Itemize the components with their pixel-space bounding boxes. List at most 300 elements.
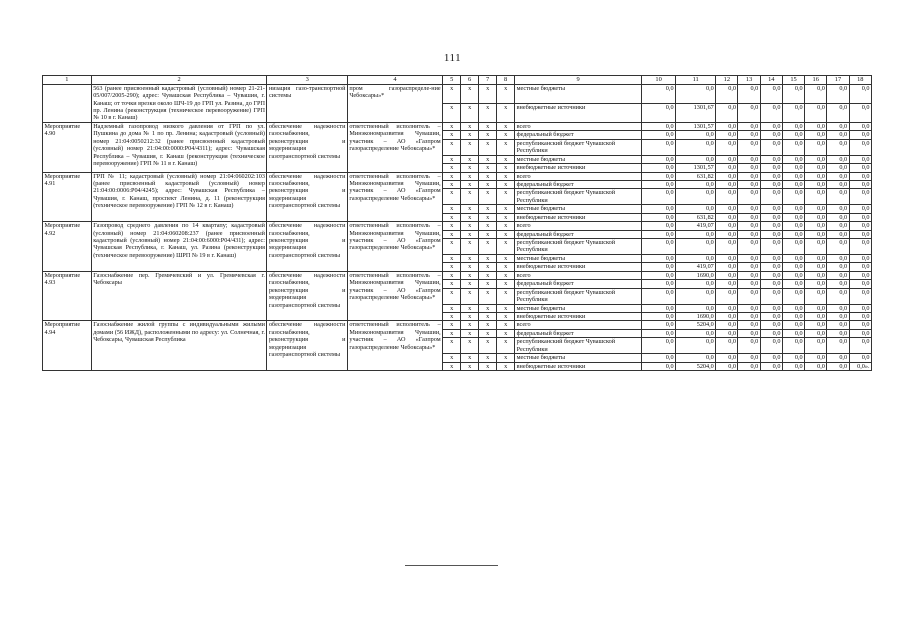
amount-cell: 0,0 [805,205,827,213]
amount-cell: 0,0 [760,304,782,312]
amount-cell: 0,0 [827,280,849,288]
funding-source: всего [515,222,642,230]
amount-cell: 0,0 [642,172,676,180]
amount-cell: 0,0 [805,288,827,304]
amount-cell: 0,0 [716,280,738,288]
amount-cell: 419,07 [676,263,716,271]
amount-cell: 0,0 [782,180,804,188]
amount-cell: 0,0 [716,288,738,304]
amount-cell: 0,0 [827,271,849,279]
measure-goal: низация газо-транспортной системы [267,84,347,122]
x-mark: x [479,164,497,172]
amount-cell: 0,0 [760,288,782,304]
amount-cell: 0,0 [827,321,849,329]
amount-cell: 0,0 [782,321,804,329]
amount-cell: 0,0 [676,304,716,312]
amount-cell: 0,0 [716,230,738,238]
amount-cell: 0,0 [642,329,676,337]
amount-cell: 0,0 [827,288,849,304]
amount-cell: 1301,67 [676,103,716,122]
x-mark: x [443,131,461,139]
amount-cell: 0,0 [642,271,676,279]
x-mark: x [443,271,461,279]
amount-cell: 0,0 [760,254,782,262]
amount-cell: 0,0 [642,362,676,370]
amount-cell: 0,0 [760,172,782,180]
amount-cell: 0,0 [782,271,804,279]
x-mark: x [497,254,515,262]
amount-cell: 0,0 [738,263,760,271]
amount-cell: 0,0 [849,254,871,262]
amount-cell: 0,0 [716,362,738,370]
x-mark: x [443,213,461,221]
x-mark: x [443,222,461,230]
amount-cell: 0,0 [738,213,760,221]
amount-cell: 0,0 [716,312,738,320]
amount-cell: 0,0 [676,230,716,238]
amount-cell: 0,0 [805,263,827,271]
amount-cell: 0,0 [716,103,738,122]
x-mark: x [497,304,515,312]
amount-cell: 0,0 [827,338,849,354]
amount-cell: 0,0 [805,164,827,172]
x-mark: x [461,263,479,271]
amount-cell: 0,0 [805,230,827,238]
amount-cell: 0,0 [738,338,760,354]
amount-cell: 0,0 [642,321,676,329]
x-mark: x [443,230,461,238]
x-mark: x [479,312,497,320]
amount-cell: 0,0 [805,84,827,103]
measure-goal: обеспечение надежности газоснабжения, реконструкция и модернизация газотранспортной системы [267,122,347,172]
amount-cell: 0,0 [782,205,804,213]
amount-cell: 0,0 [716,239,738,255]
amount-cell: 0,0 [642,164,676,172]
amount-cell: 0,0 [642,354,676,362]
amount-cell: 0,0 [716,321,738,329]
x-mark: x [443,239,461,255]
amount-cell: 0,0 [642,263,676,271]
amount-cell: 0,0 [827,329,849,337]
measure-executor: ответственный исполнитель – Минэкономразвития Чувашии, участник – АО «Газпром газораспределение Чебоксары»* [347,222,442,272]
x-mark: x [497,280,515,288]
column-number: 12 [716,76,738,85]
footer-rule [405,565,498,566]
measure-description: Газоснабжение пер. Гремячевский и ул. Гремячевская г. Чебоксары [91,271,267,321]
funding-source: внебюджетные источники [515,263,642,271]
measure-goal: обеспечение надежности газоснабжения, реконструкция и модернизация газотранспортной системы [267,172,347,222]
amount-cell: 0,0 [849,271,871,279]
program-table [42,75,872,371]
x-mark: x [443,180,461,188]
x-mark: x [461,189,479,205]
x-mark: x [461,222,479,230]
measure-description: Газоснабжение жилой группы с индивидуальными жилыми домами (56 ИЖД), расположенными по адресу: ул. Солнечная, г. Чебоксары, Чувашская Республика [91,321,267,371]
amount-cell: 0,0 [827,205,849,213]
amount-cell: 0,0 [738,131,760,139]
x-mark: x [497,288,515,304]
measure-goal: обеспечение надежности газоснабжения, реконструкция и модернизация газотранспортной системы [267,271,347,321]
amount-cell: 0,0 [760,131,782,139]
amount-cell: 0,0 [716,205,738,213]
funding-source: местные бюджеты [515,254,642,262]
amount-cell: 0,0 [676,180,716,188]
amount-cell: 0,0 [738,329,760,337]
amount-cell: 0,0 [738,172,760,180]
funding-source: внебюджетные источники [515,362,642,370]
x-mark: x [461,155,479,163]
amount-cell: 0,0 [642,254,676,262]
amount-cell: 0,0 [805,172,827,180]
amount-cell: 0,0 [760,164,782,172]
amount-cell: 0,0 [716,164,738,172]
x-mark: x [497,338,515,354]
x-mark: x [461,230,479,238]
x-mark: x [479,288,497,304]
x-mark: x [461,164,479,172]
measure-executor: ответственный исполнитель – Минэкономразвития Чувашии, участник – АО «Газпром газораспределение Чебоксары»* [347,122,442,172]
amount-cell: 0,0 [849,205,871,213]
funding-source: местные бюджеты [515,205,642,213]
amount-cell: 0,0 [849,304,871,312]
amount-cell: 0,0 [716,329,738,337]
x-mark: x [497,139,515,155]
amount-cell: 0,0 [716,304,738,312]
amount-cell: 0,0 [760,263,782,271]
amount-cell: 0,0 [738,288,760,304]
x-mark: x [461,122,479,130]
amount-cell: 0,0 [760,362,782,370]
amount-cell: 0,0 [827,263,849,271]
amount-cell: 0,0 [827,362,849,370]
amount-cell: 0,0 [642,205,676,213]
funding-source: местные бюджеты [515,84,642,103]
amount-cell: 0,0 [676,288,716,304]
amount-cell: 0,0 [849,312,871,320]
amount-cell: 0,0 [849,354,871,362]
amount-cell: 0,0 [642,213,676,221]
amount-cell: 0,0 [642,230,676,238]
amount-cell: 0,0 [716,84,738,103]
amount-cell: 0,0 [782,239,804,255]
amount-cell: 0,0 [676,254,716,262]
x-mark: x [479,321,497,329]
amount-cell: 0,0 [642,103,676,122]
amount-cell: 0,0 [782,84,804,103]
amount-cell: 0,0 [782,362,804,370]
amount-cell: 0,0 [716,155,738,163]
amount-cell: 0,0 [805,271,827,279]
amount-cell: 0,0 [642,222,676,230]
column-number: 4 [347,76,442,85]
x-mark: x [479,180,497,188]
amount-cell: 0,0 [738,84,760,103]
amount-cell: 0,0 [849,180,871,188]
amount-cell: 0,0 [676,354,716,362]
column-number: 17 [827,76,849,85]
amount-cell: 0,0 [782,312,804,320]
amount-cell: 0,0 [760,84,782,103]
x-mark: x [461,103,479,122]
amount-cell: 0,0 [760,321,782,329]
amount-cell: 0,0 [782,172,804,180]
funding-source: республиканский бюджет Чувашской Республики [515,139,642,155]
amount-cell: 0,0 [676,239,716,255]
amount-cell: 0,0 [676,329,716,337]
x-mark: x [461,338,479,354]
amount-cell: 0,0 [849,230,871,238]
amount-cell: 0,0 [716,172,738,180]
amount-cell: 0,0 [716,354,738,362]
amount-cell: 0,0 [716,213,738,221]
funding-source: республиканский бюджет Чувашской Республики [515,189,642,205]
measure-id: Мероприятие 4.92 [43,222,92,272]
amount-cell: 0,0 [805,222,827,230]
amount-cell: 0,0 [676,189,716,205]
amount-cell: 0,0 [827,131,849,139]
amount-cell: 0,0 [738,164,760,172]
amount-cell: 0,0 [760,271,782,279]
x-mark: x [443,312,461,320]
amount-cell: 0,0 [642,312,676,320]
amount-cell: 0,0 [676,205,716,213]
x-mark: x [497,354,515,362]
column-number: 14 [760,76,782,85]
amount-cell: 0,0 [805,354,827,362]
amount-cell: 0,0 [849,280,871,288]
funding-source: республиканский бюджет Чувашской Республики [515,338,642,354]
measure-description: Надземный газопровод низкого давления от ГРП по ул. Пушкина до дома № 1 по пр. Ленина; кадастровый (условный) номер 21:04:0050212:32 (ранее присвоенный кадастровый (условный) номер 21:04:00:0000:Р04/4311); адрес: Чувашская Республика – Чувашия, г. Канаш (реконструкция (техническое перевооружение) ГРП № 11 в г. Канаш) [91,122,267,172]
x-mark: x [497,172,515,180]
amount-cell: 0,0 [782,103,804,122]
amount-cell: 0,0 [782,263,804,271]
amount-cell: 0,0 [716,222,738,230]
amount-cell: 0,0 [738,312,760,320]
x-mark: x [479,131,497,139]
funding-source: федеральный бюджет [515,329,642,337]
x-mark: x [497,164,515,172]
amount-cell: 0,0 [760,329,782,337]
amount-cell: 0,0 [782,354,804,362]
x-mark: x [497,189,515,205]
x-mark: x [479,172,497,180]
amount-cell: 0,0 [716,131,738,139]
funding-source: местные бюджеты [515,155,642,163]
x-mark: x [497,205,515,213]
amount-cell: 0,0 [827,254,849,262]
amount-cell: 0,0 [642,288,676,304]
x-mark: x [461,254,479,262]
amount-cell: 0,0 [805,155,827,163]
funding-source: внебюджетные источники [515,103,642,122]
x-mark: x [443,103,461,122]
amount-cell: 0,0 [849,189,871,205]
measure-description: Газопровод среднего давления по 14 квартапу; кадастровый (условный) номер 21:04:060208:237 (ранее присвоенный кадастровый (условный) номер 21:04:00:6000:Р04/431); адрес: Чувашская Республика, г. Канаш, ул. Разина (реконструкция (техническое перевооружение) ШРП № 19 в г. Канаш) [91,222,267,272]
funding-source: федеральный бюджет [515,180,642,188]
x-mark: x [497,263,515,271]
x-mark: x [479,338,497,354]
x-mark: x [497,329,515,337]
column-number: 16 [805,76,827,85]
x-mark: x [479,155,497,163]
x-mark: x [461,312,479,320]
column-number: 18 [849,76,871,85]
amount-cell: 0,0 [760,103,782,122]
amount-cell: 0,0 [760,180,782,188]
measure-description: 563 (ранее присвоенный кадастровый (условный) номер 21-21-05/007/2005-290); адрес: Чувашская Республика – Чувашия, г. Канаш; от точки врезки около ШЧ-19 до ГРП ул. Разина, до ГРП пр. Ленина (реконструкция (техническое перевооружение) ГРП № 10 в г. Канаш) [93,84,265,122]
x-mark: x [497,362,515,370]
amount-cell: 0,0 [642,180,676,188]
amount-cell: 0,0 [827,354,849,362]
amount-cell: 0,0 [782,288,804,304]
amount-cell: 0,0 [738,222,760,230]
x-mark: x [443,172,461,180]
amount-cell: 0,0 [738,189,760,205]
amount-cell: 0,0 [805,139,827,155]
x-mark: x [461,271,479,279]
x-mark: x [443,362,461,370]
x-mark: x [461,362,479,370]
amount-cell: 0,0 [716,189,738,205]
amount-cell: 0,0 [782,139,804,155]
funding-source: местные бюджеты [515,304,642,312]
amount-cell: 0,0 [805,280,827,288]
amount-cell: 0,0 [716,263,738,271]
amount-cell: 0,0 [676,131,716,139]
x-mark: x [479,103,497,122]
amount-cell: 0,0 [827,164,849,172]
column-number: 11 [676,76,716,85]
amount-cell: 0,0 [805,329,827,337]
x-mark: x [497,312,515,320]
amount-cell: 0,0 [642,122,676,130]
funding-source: местные бюджеты [515,354,642,362]
amount-cell: 0,0 [827,103,849,122]
x-mark: x [479,263,497,271]
x-mark: x [497,122,515,130]
amount-cell: 0,0 [642,304,676,312]
amount-cell: 0,0 [782,338,804,354]
table-row [43,84,872,103]
amount-cell: 0,0 [716,338,738,354]
amount-cell: 0,0 [805,103,827,122]
column-number: 10 [642,76,676,85]
x-mark: x [479,362,497,370]
table-body [43,76,872,371]
amount-cell: 1301,57 [676,164,716,172]
funding-source: республиканский бюджет Чувашской Республики [515,239,642,255]
amount-cell: 0,0 [827,139,849,155]
x-mark: x [461,205,479,213]
amount-cell: 0,0 [642,84,676,103]
amount-cell: 0,0 [738,239,760,255]
amount-cell: 0,0 [805,122,827,130]
funding-source: федеральный бюджет [515,131,642,139]
x-mark: x [461,288,479,304]
measure-id: Мероприятие 4.93 [43,271,92,321]
amount-cell: 0,0 [782,122,804,130]
amount-cell: 0,0 [738,180,760,188]
amount-cell: 0,0 [849,122,871,130]
amount-cell: 0,0 [827,213,849,221]
amount-cell: 0,0 [827,304,849,312]
column-number: 3 [267,76,347,85]
amount-cell: 0,0 [805,304,827,312]
amount-cell: 1690,0 [676,312,716,320]
x-mark: x [461,172,479,180]
x-mark: x [479,122,497,130]
x-mark: x [461,321,479,329]
funding-source: всего [515,271,642,279]
table-row [43,222,872,230]
amount-cell: 0,0 [782,230,804,238]
x-mark: x [443,338,461,354]
amount-cell: 0,0 [849,84,871,103]
amount-cell: 0,0 [760,189,782,205]
column-number: 5 [443,76,461,85]
amount-cell: 0,0 [760,354,782,362]
amount-cell: 0,0 [782,304,804,312]
amount-cell: 0,0 [676,155,716,163]
amount-cell: 0,0 [760,280,782,288]
table-row [43,172,872,180]
table-row [43,271,872,279]
amount-cell: 0,0 [827,189,849,205]
amount-cell: 0,0 [676,338,716,354]
x-mark: x [479,230,497,238]
funding-source: федеральный бюджет [515,230,642,238]
x-mark: x [479,213,497,221]
x-mark: x [461,213,479,221]
x-mark: x [443,155,461,163]
amount-cell: 0,0 [716,254,738,262]
amount-cell: 0,0 [805,338,827,354]
amount-cell: 0,0 [849,164,871,172]
amount-cell: 0,0 [827,122,849,130]
x-mark: x [443,254,461,262]
amount-cell: 0,0 [849,155,871,163]
x-mark: x [497,230,515,238]
amount-cell: 0,0 [827,222,849,230]
x-mark: x [443,189,461,205]
amount-cell: 0,0 [738,155,760,163]
amount-cell: 0,0 [827,180,849,188]
amount-cell: 0,0 [738,230,760,238]
amount-cell: 0,0 [676,139,716,155]
x-mark: x [461,239,479,255]
amount-cell: 0,0 [760,139,782,155]
funding-source: республиканский бюджет Чувашской Республики [515,288,642,304]
funding-source: всего [515,122,642,130]
amount-cell: 0,0 [849,222,871,230]
measure-description: ГРП № 11; кадастровый (условный) номер 21:04:060202:103 (ранее присвоенный кадастровый (условный) номер 21:04:00:0006:Р04/4245); адрес: Чувашская Республика – Чувашия, г. Канаш, проспект Ленина, д. 11 (реконструкция (техническое перевооружение) ГРП № 12 в г. Канаш) [91,172,267,222]
x-mark: x [443,84,461,103]
amount-cell: 0,0 [805,362,827,370]
amount-cell: 0,0 [642,239,676,255]
x-mark: x [443,304,461,312]
amount-cell: 0,0 [738,122,760,130]
x-mark: x [461,354,479,362]
column-number: 13 [738,76,760,85]
amount-cell: 0,0 [782,213,804,221]
amount-cell: 0,0 [760,222,782,230]
x-mark: x [479,271,497,279]
amount-cell: 0,0 [738,103,760,122]
measure-id: Мероприятие 4.90 [43,122,92,172]
amount-cell: 0,0 [642,155,676,163]
amount-cell: 0,0 [805,254,827,262]
amount-cell: 419,07 [676,222,716,230]
